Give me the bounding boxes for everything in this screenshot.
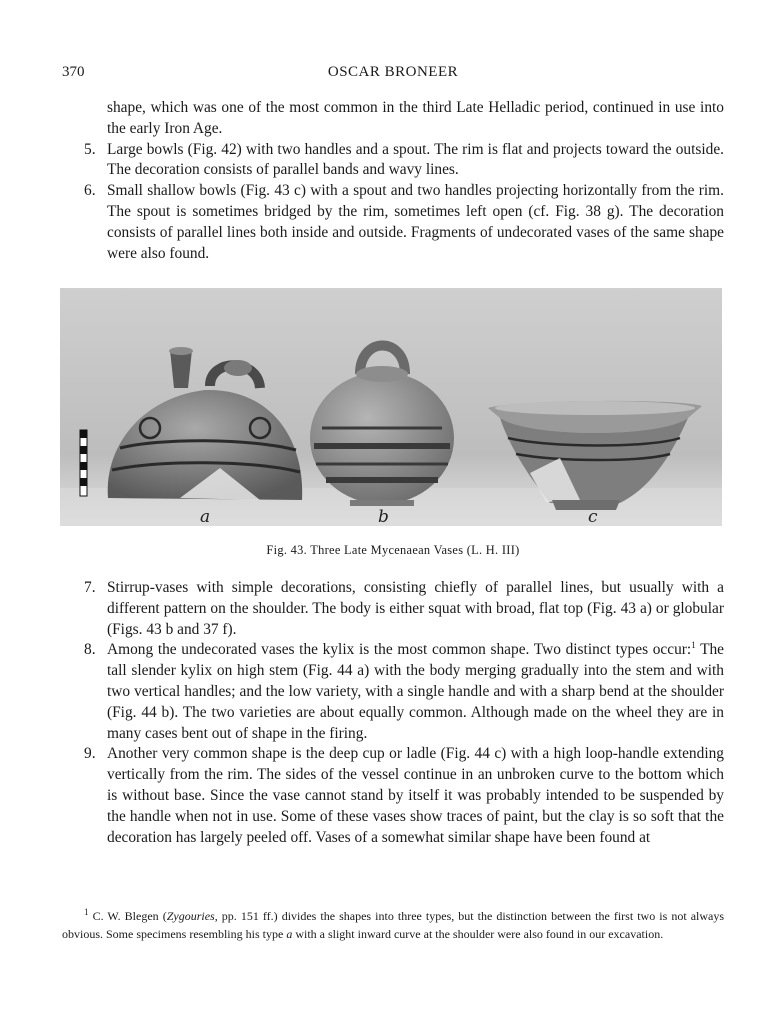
- text-block-top: [62, 98, 724, 264]
- text-block-bottom: [62, 578, 724, 848]
- list-item-number: 5.: [84, 140, 96, 158]
- list-item: [62, 744, 724, 848]
- footnote-reference: 1: [691, 640, 696, 651]
- list-item-number: 8.: [84, 641, 96, 659]
- figure-caption-label: Fig. 43.: [266, 543, 308, 557]
- footnote-author: C. W. Blegen (: [92, 909, 167, 923]
- scale-bar: [80, 430, 87, 496]
- list-item-text: Among the undecorated vases the kylix is the most common shape. Two distinct types occur:: [107, 641, 692, 659]
- page-number: 370: [62, 64, 85, 80]
- label-b: b: [378, 507, 389, 526]
- footnote-type-letter: a: [286, 926, 293, 941]
- footnote-text: , pp. 151 ff.) divides the shapes into three types, but the distinction between the first two is not always obvious. Some specimens resembling his type: [62, 909, 725, 941]
- list-item-text-continued: The tall slender kylix on high stem (Fig. 44 a) with the body merging gradually into the stem and with two vertical handles; and the low variety, with a single handle and with a sharp bend at the shoulder (Fig. 44 b). The two varieties are about equally common. Although made on the wheel they are in many cases bent out of shape in the firing.: [107, 641, 725, 742]
- list-item-number: 7.: [84, 579, 96, 596]
- list-item: [62, 140, 724, 182]
- list-item: [62, 181, 724, 264]
- footnote-marker: 1: [84, 907, 89, 917]
- list-item-text: Small shallow bowls (Fig. 43 c) with a spout and two handles projecting horizontally from the rim. The spout is sometimes bridged by the rim, sometimes left open (cf. Fig. 38 g). The decoration consists of parallel lines both inside and outside. Fragments of undecorated vases of the same shape were also found.: [107, 182, 724, 262]
- figure-caption: [62, 543, 724, 558]
- figure-photograph: [60, 288, 722, 526]
- list-item: [62, 640, 724, 744]
- continued-paragraph: shape, which was one of the most common in the third Late Helladic period, continued in use into the early Iron Age.: [107, 99, 724, 137]
- list-item-number: 6.: [84, 182, 96, 200]
- list-item: [62, 578, 724, 640]
- label-c: c: [588, 507, 598, 526]
- page-header: [62, 64, 724, 86]
- list-item-number: 9.: [84, 745, 96, 763]
- footnote-text-end: with a slight inward curve at the shoulder were also found in our excavation.: [292, 926, 664, 941]
- vases-photo: [60, 288, 722, 526]
- figure-caption-text: Three Late Mycenaean Vases (L. H. III): [310, 543, 520, 557]
- label-a: a: [200, 507, 211, 526]
- list-item-text: Large bowls (Fig. 42) with two handles and a spout. The rim is flat and projects toward the outside. The decoration consists of parallel bands and wavy lines.: [107, 140, 724, 179]
- running-head: OSCAR BRONEER: [327, 64, 459, 80]
- footnote-title: Zygouries: [166, 909, 215, 923]
- footnote: [62, 908, 724, 943]
- list-item-text: Another very common shape is the deep cup or ladle (Fig. 44 c) with a high loop-handle extending vertically from the rim. The sides of the vessel continue in an unbroken curve to the bottom which is without base. Since the vase cannot stand by itself it was probably intended to be suspended by the handle when not in use. Some of these vases show traces of paint, but the clay is so soft that the decoration has largely peeled off. Vases of a somewhat similar shape have been found at: [107, 745, 724, 846]
- list-item-text: Stirrup-vases with simple decorations, consisting chiefly of parallel lines, but usually with a different pattern on the shoulder. The body is either squat with broad, flat top (Fig. 43 a) or globular (Figs. 43 b and 37 f).: [107, 579, 724, 638]
